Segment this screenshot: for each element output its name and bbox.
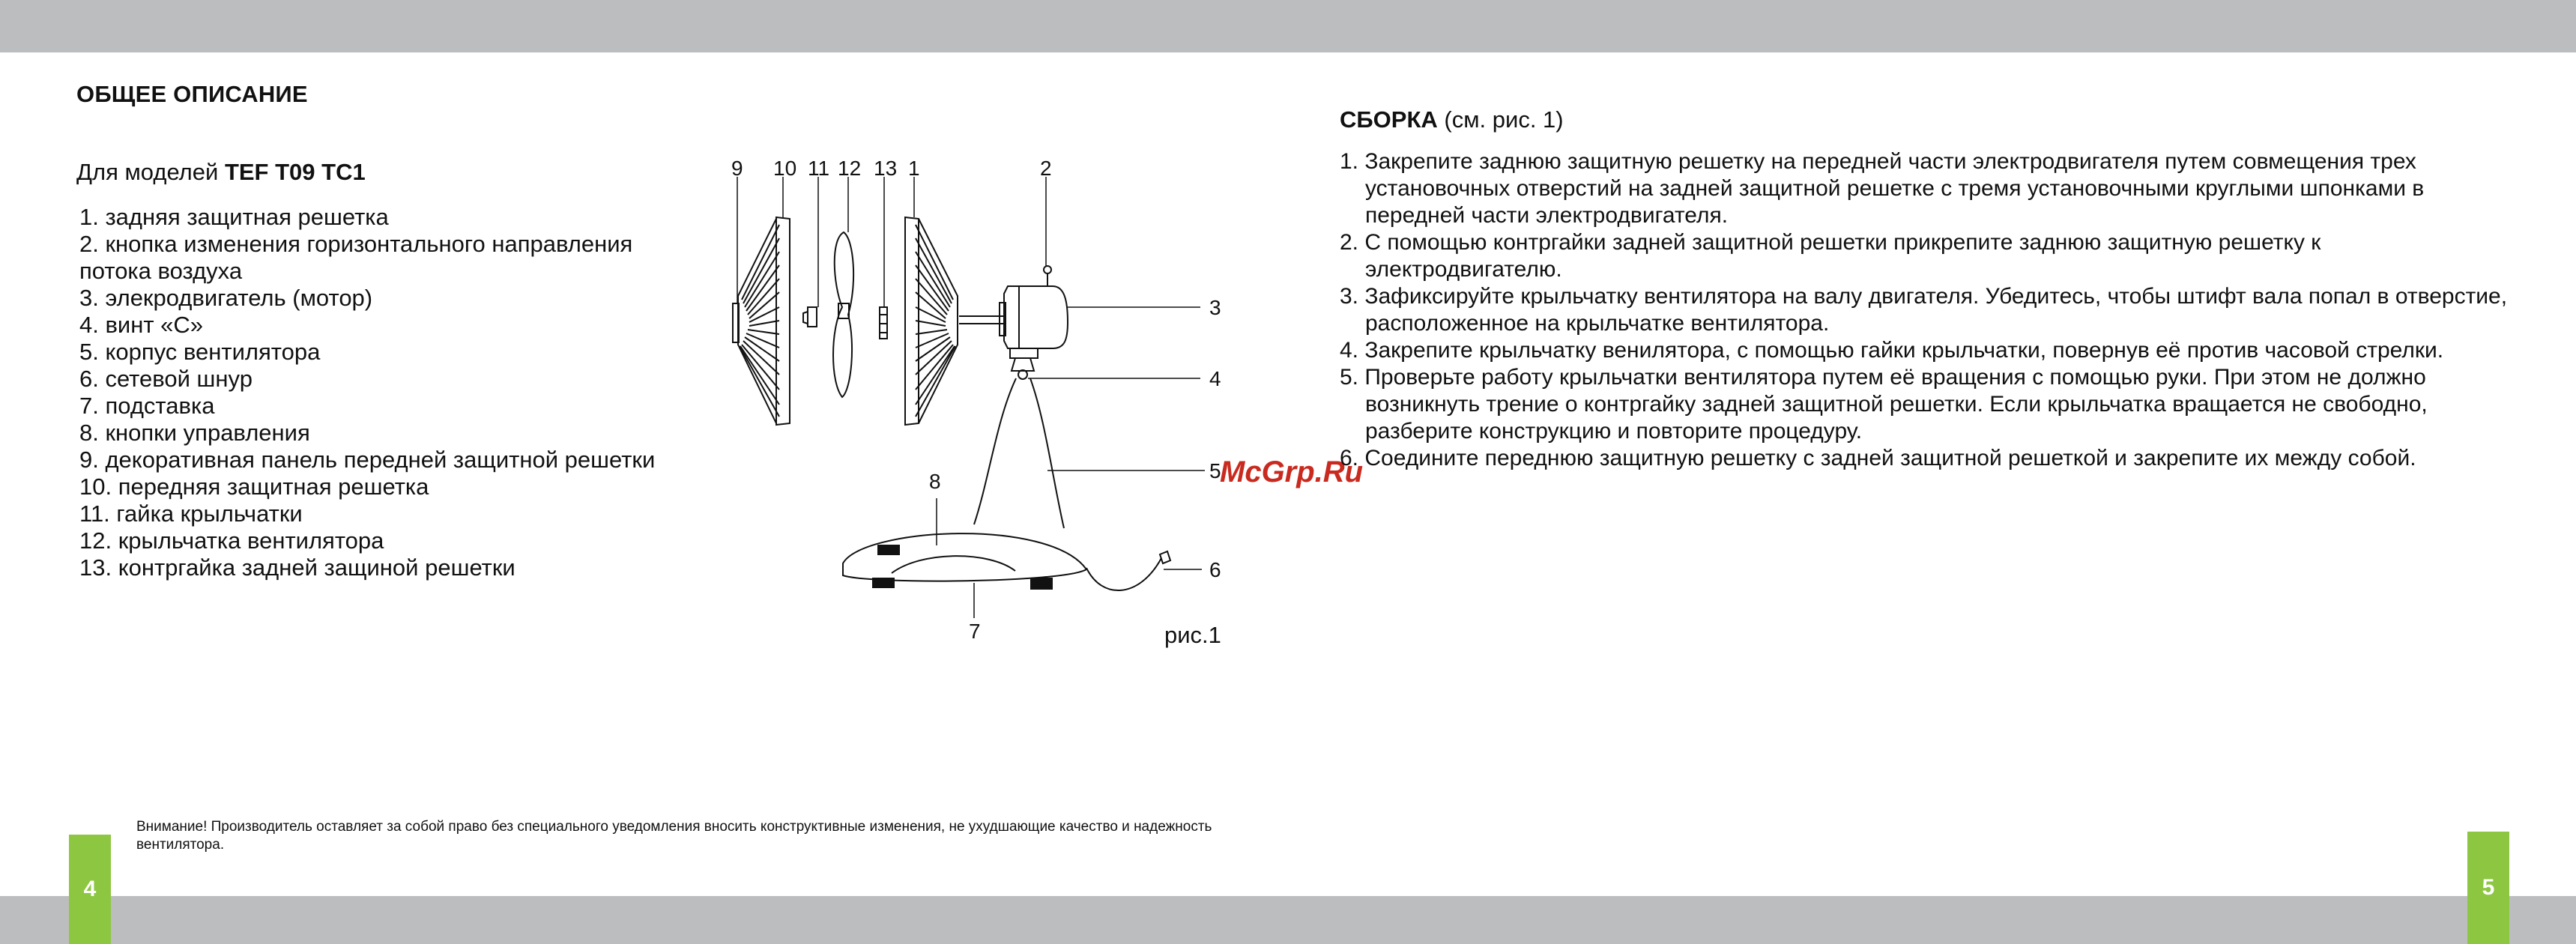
list-item: 5. корпус вентилятора [79,339,321,365]
list-item: 7. подставка [79,393,215,419]
list-item: 11. гайка крыльчатки [79,500,303,527]
models-prefix: Для моделей [76,159,219,185]
top-band [0,0,2576,52]
list-item: 8. кнопки управления [79,420,310,446]
figure-caption: рис.1 [1164,622,1221,648]
list-item: 2. С помощью контргайки задней защитной решетки прикрепите заднюю защитную решетку к электродвигателю. [1340,230,2321,282]
notice-text: Внимание! Производитель оставляет за собой право без специального уведомления вносить конструктивные изменения, не ухудшающие качество и надежность вентилятора. [136,819,1212,853]
models-line [76,159,366,186]
callout-9: 9 [731,157,743,180]
page-number-right: 5 [2467,832,2509,944]
callout-10: 10 [773,157,797,180]
callout-4: 4 [1209,367,1221,390]
assembly-ref: (см. рис. 1) [1444,106,1564,133]
list-item: 1. Закрепите заднюю защитную решетку на передней части электродвигателя путем совмещения трех установочных отверстий на задней защитной решетке с тремя установочными круглыми шпонками в передней части электродвигателя. [1340,149,2425,228]
bottom-band [0,896,2576,944]
list-item: 2. кнопка изменения горизонтального направления потока воздуха [79,231,633,284]
callout-7: 7 [969,620,981,643]
list-item: 3. элекродвигатель (мотор) [79,285,373,311]
assembly-title: СБОРКА [1340,106,1438,133]
list-item: 4. винт «С» [79,312,204,338]
callout-6: 6 [1209,558,1221,581]
callout-2: 2 [1040,157,1052,180]
list-item: 5. Проверьте работу крыльчатки вентилятора путем её вращения с помощью руки. При этом не должно возникнуть трение о контргайку задней защитной решетки. Если крыльчатка вращается не свободно, разберите конструкцию и повторите процедуру. [1340,365,2428,444]
callout-11: 11 [808,157,830,180]
list-item: 4. Закрепите крыльчатку венилятора, с помощью гайки крыльчатки, повернув её против часовой стрелки. [1340,338,2444,363]
fan-diagram [719,150,1244,659]
list-item: 13. контргайка задней защиной решетки [79,554,515,581]
callout-13: 13 [874,157,898,180]
list-item: 12. крыльчатка вентилятора [79,527,384,554]
callout-1: 1 [908,157,920,180]
watermark: McGrp.Ru [1220,456,1364,488]
list-item: 3. Зафиксируйте крыльчатку вентилятора на валу двигателя. Убедитесь, чтобы штифт вала попал в отверстие, расположенное на крыльчатке вентилятора. [1340,284,2508,336]
section-title-general: ОБЩЕЕ ОПИСАНИЕ [76,81,308,107]
section-title-assembly [1340,106,1564,133]
list-item: 6. сетевой шнур [79,366,253,392]
list-item: 10. передняя защитная решетка [79,473,429,500]
list-item: 9. декоративная панель передней защитной решетки [79,447,656,473]
page-number-left: 4 [69,835,111,944]
list-item: 6. Соедините переднюю защитную решетку с задней защитной решеткой и закрепите их между собой. [1340,446,2416,471]
callout-3: 3 [1209,296,1221,319]
model-name: TEF T09 TC1 [224,159,366,185]
assembly-steps [1340,148,2524,472]
callout-5: 5 [1209,459,1221,482]
callout-12: 12 [838,157,862,180]
parts-list [79,204,694,581]
callout-8: 8 [929,470,941,493]
list-item: 1. задняя защитная решетка [79,204,389,230]
